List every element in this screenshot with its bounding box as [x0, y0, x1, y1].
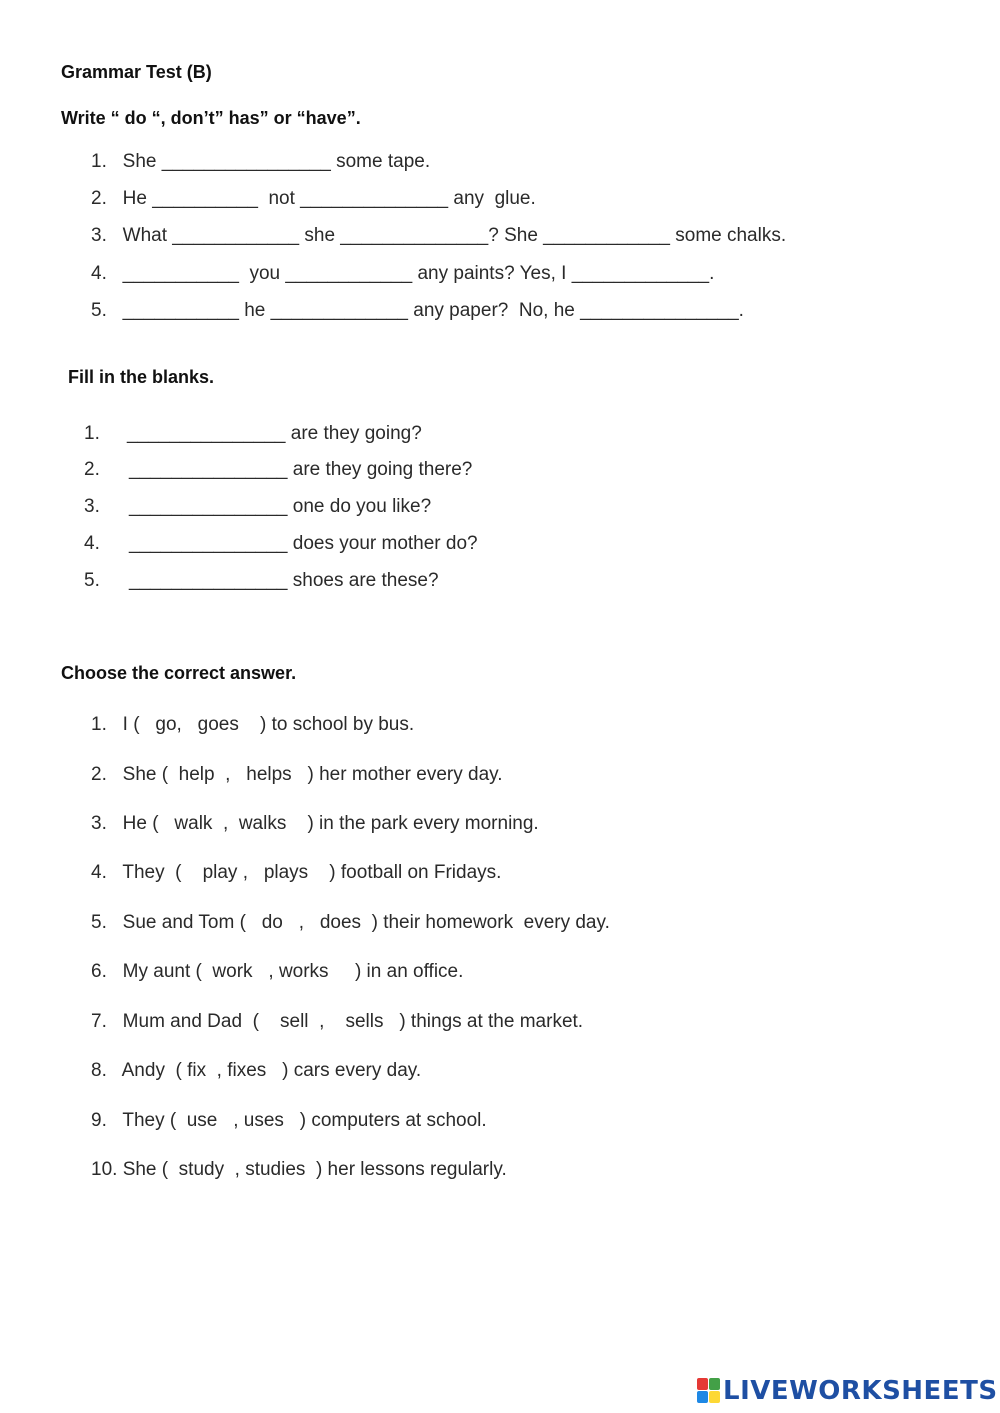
list-item-number: 3.: [84, 496, 100, 517]
list-item: 6. My aunt ( work , works ) in an office.: [91, 961, 464, 982]
section-heading-choose: Choose the correct answer.: [61, 663, 297, 683]
section-heading-write: Write “ do “, don’t” has” or “have”.: [61, 108, 361, 128]
list-item: 5. Sue and Tom ( do , does ) their homework every day.: [91, 912, 610, 933]
list-item: 3. He ( walk , walks ) in the park every morning.: [91, 813, 539, 834]
list-item: 7. Mum and Dad ( sell , sells ) things at the market.: [91, 1011, 584, 1032]
list-item: 4. They ( play , plays ) football on Fridays.: [91, 862, 502, 883]
list-item-number: 1.: [84, 423, 100, 444]
page-title: Grammar Test (B): [61, 62, 212, 82]
list-item-number: 5.: [84, 570, 100, 591]
list-item: 3. What ____________ she ______________? She ____________ some chalks.: [91, 225, 787, 246]
list-item: _______________ shoes are these?: [129, 570, 439, 591]
list-item: 5. ___________ he _____________ any paper? No, he _______________.: [91, 300, 744, 321]
list-item-number: 2.: [84, 459, 100, 480]
list-item: _______________ are they going there?: [129, 459, 473, 480]
logo-text: LIVEWORKSHEETS: [723, 1376, 998, 1406]
list-item: 1. I ( go, goes ) to school by bus.: [91, 714, 415, 735]
list-item: 8. Andy ( fix , fixes ) cars every day.: [91, 1060, 422, 1081]
list-item: 10. She ( study , studies ) her lessons regularly.: [91, 1159, 507, 1180]
list-item: _______________ are they going?: [127, 423, 422, 444]
section-heading-fill: Fill in the blanks.: [68, 367, 215, 387]
list-item-number: 4.: [84, 533, 100, 554]
list-item: _______________ does your mother do?: [129, 533, 478, 554]
list-item: 2. She ( help , helps ) her mother every day.: [91, 764, 503, 785]
logo-blocks-icon: [697, 1378, 721, 1404]
list-item: _______________ one do you like?: [129, 496, 432, 517]
liveworksheets-logo[interactable]: [697, 1376, 998, 1406]
list-item: 4. ___________ you ____________ any paints? Yes, I _____________.: [91, 263, 715, 284]
list-item: 2. He __________ not ______________ any glue.: [91, 188, 536, 209]
list-item: 1. She ________________ some tape.: [91, 151, 431, 172]
list-item: 9. They ( use , uses ) computers at school.: [91, 1110, 487, 1131]
